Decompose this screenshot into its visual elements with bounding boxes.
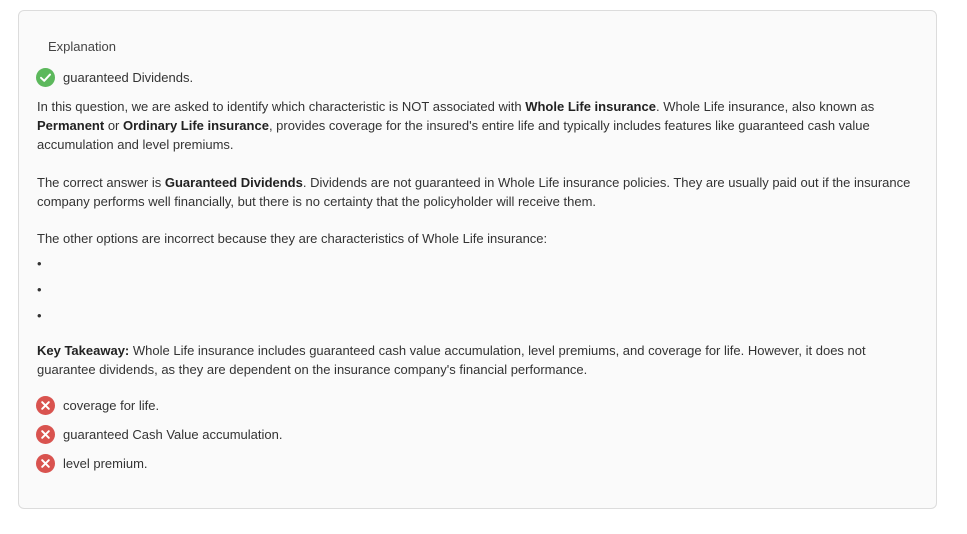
explanation-card: [18, 10, 937, 509]
incorrect-option: [36, 396, 159, 415]
incorrect-option-label: level premium.: [63, 456, 148, 471]
key-takeaway-label: Key Takeaway:: [37, 343, 130, 358]
term-permanent: Permanent: [37, 118, 105, 133]
explanation-title: Explanation: [48, 39, 116, 54]
incorrect-option: [36, 425, 282, 444]
term-ordinary-life: Ordinary Life insurance: [123, 118, 269, 133]
incorrect-option-label: guaranteed Cash Value accumulation.: [63, 427, 283, 442]
x-circle-icon: [36, 454, 55, 473]
explanation-paragraph-2: The correct answer is Guaranteed Dividends. Dividends are not guaranteed in Whole Life insurance policies. They are usually paid out if the insurance company performs well financially, but there is no certainty that the policyholder will receive them.: [37, 175, 911, 209]
explanation-paragraph-1: In this question, we are asked to identify which characteristic is NOT associated with Whole Life insurance. Whole Life insurance, also known as Permanent or Ordinary Life insurance, provides coverage for the insured's entire life and typically includes features like guaranteed cash value accumulation and level premiums.: [37, 99, 875, 152]
correct-option-label: guaranteed Dividends.: [63, 70, 194, 85]
x-circle-icon: [36, 425, 55, 444]
bullet-item: •: [37, 282, 42, 297]
explanation-paragraph-3: The other options are incorrect because they are characteristics of Whole Life insurance:: [37, 231, 548, 246]
x-circle-icon: [36, 396, 55, 415]
incorrect-option: [36, 454, 148, 473]
correct-option: [36, 68, 193, 87]
bullet-item: •: [37, 308, 42, 323]
check-circle-icon: [36, 68, 55, 87]
bullet-item: •: [37, 256, 42, 271]
term-whole-life: Whole Life insurance: [525, 99, 656, 114]
incorrect-option-label: coverage for life.: [63, 398, 160, 413]
term-guaranteed-dividends: Guaranteed Dividends: [164, 175, 303, 190]
key-takeaway: Key Takeaway: Whole Life insurance includes guaranteed cash value accumulation, level premiums, and coverage for life. However, it does not guarantee dividends, as they are dependent on the insurance company's financial performance.: [37, 343, 866, 377]
